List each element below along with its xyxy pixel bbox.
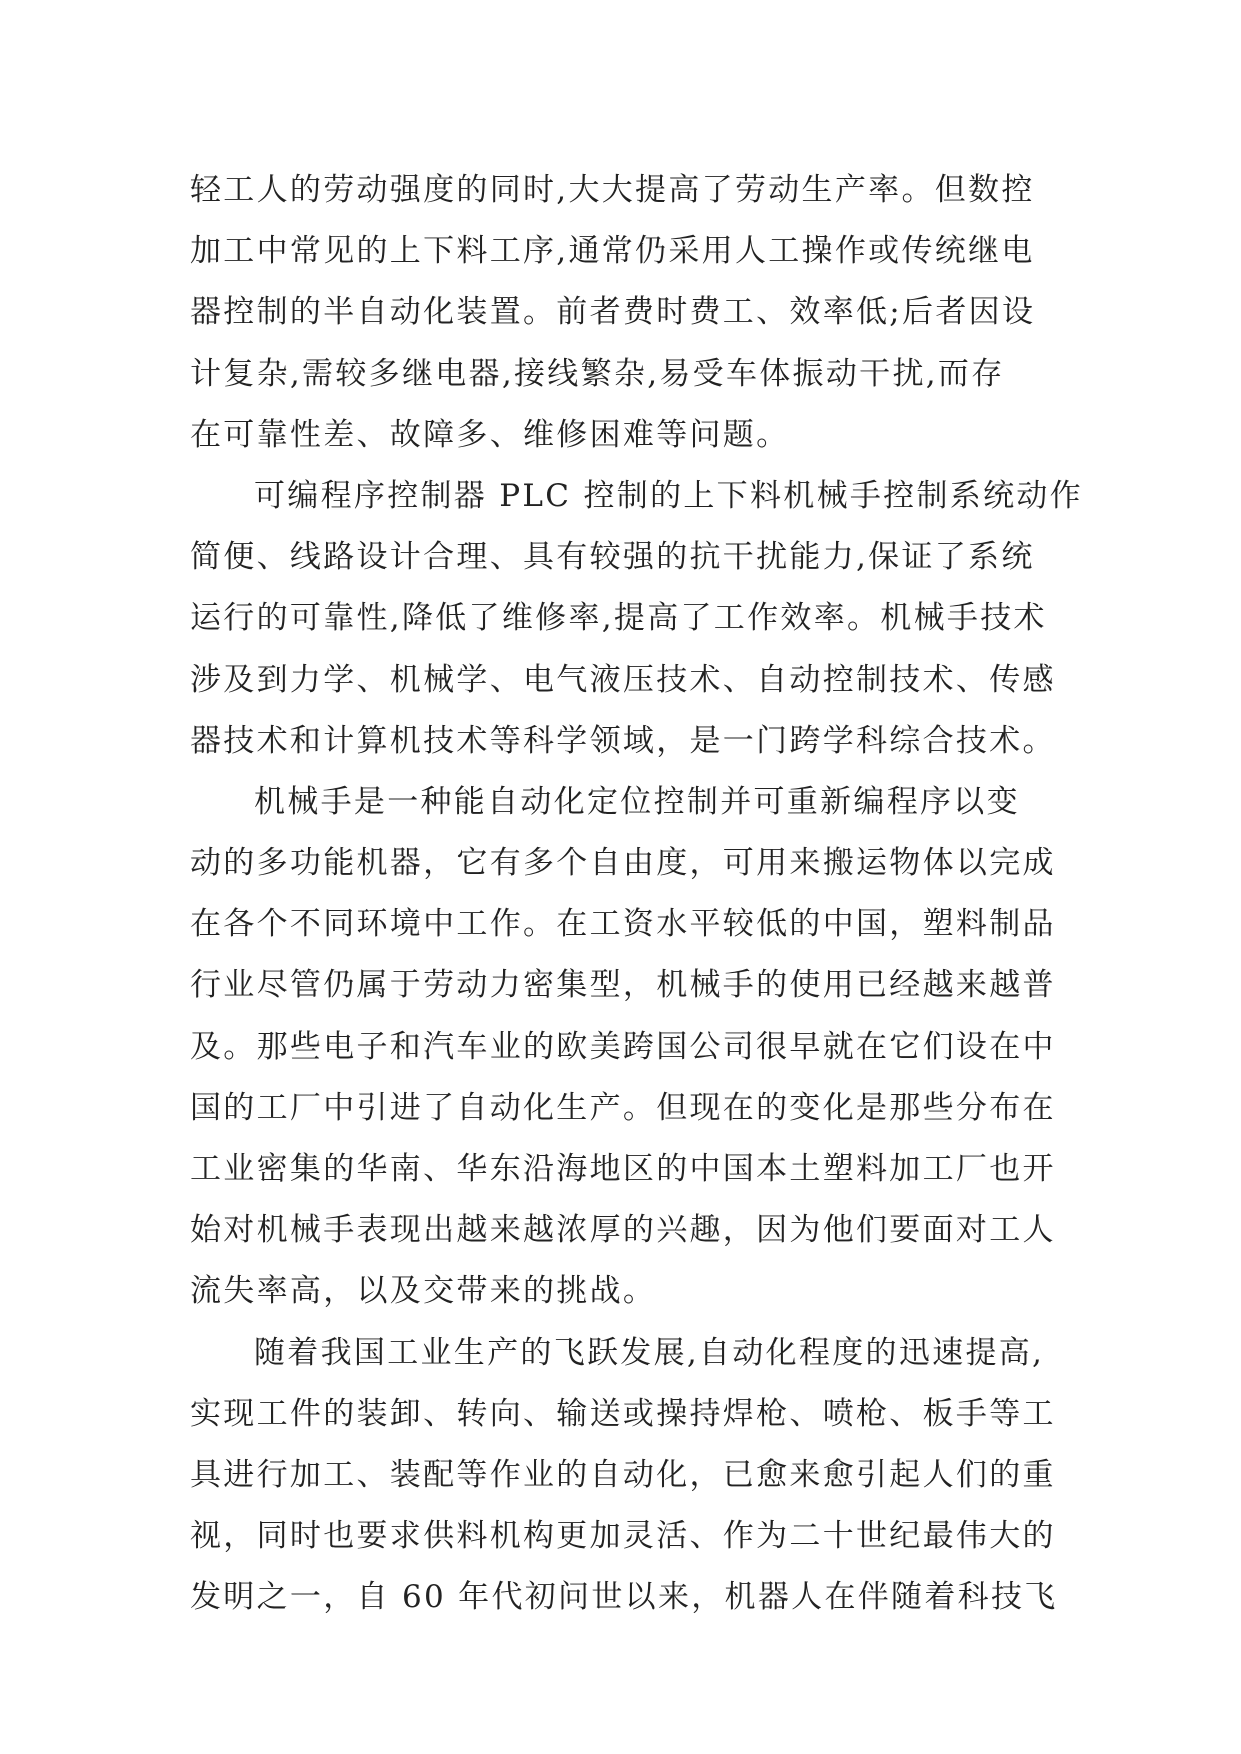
document-body bbox=[190, 160, 1083, 1629]
text-line: 计复杂,需较多继电器,接线繁杂,易受车体振动干扰,而存 bbox=[190, 355, 1005, 392]
text-line: 动的多功能机器，它有多个自由度，可用来搬运物体以完成 bbox=[190, 845, 1056, 882]
text-line: 发明之一，自 60 年代初问世以来，机器人在伴随着科技飞 bbox=[190, 1579, 1058, 1616]
text-line: 加工中常见的上下料工序,通常仍采用人工操作或传统继电 bbox=[190, 233, 1035, 270]
text-line: 具进行加工、装配等作业的自动化，已愈来愈引起人们的重 bbox=[190, 1456, 1056, 1493]
text-line: 轻工人的劳动强度的同时,大大提高了劳动生产率。但数控 bbox=[190, 172, 1035, 208]
text-line: 实现工件的装卸、转向、输送或操持焊枪、喷枪、板手等工 bbox=[190, 1395, 1056, 1432]
text-line: 器技术和计算机技术等科学领域，是一门跨学科综合技术。 bbox=[190, 722, 1056, 759]
text-line: 运行的可靠性,降低了维修率,提高了工作效率。机械手技术 bbox=[190, 600, 1047, 637]
text-line: 始对机械手表现出越来越浓厚的兴趣，因为他们要面对工人 bbox=[190, 1212, 1056, 1249]
text-line: 简便、线路设计合理、具有较强的抗干扰能力,保证了系统 bbox=[190, 539, 1035, 576]
text-line: 工业密集的华南、华东沿海地区的中国本土塑料加工厂也开 bbox=[190, 1151, 1056, 1187]
paragraph-first-line: 机械手是一种能自动化定位控制并可重新编程序以变 bbox=[254, 783, 1020, 820]
text-line: 国的工厂中引进了自动化生产。但现在的变化是那些分布在 bbox=[190, 1089, 1056, 1126]
text-line: 行业尽管仍属于劳动力密集型，机械手的使用已经越来越普 bbox=[190, 967, 1056, 1004]
text-line: 流失率高，以及交带来的挑战。 bbox=[190, 1273, 657, 1310]
text-line: 在各个不同环境中工作。在工资水平较低的中国，塑料制品 bbox=[190, 906, 1056, 943]
paragraph-first-line: 随着我国工业生产的飞跃发展,自动化程度的迅速提高, bbox=[254, 1334, 1045, 1371]
text-line: 视，同时也要求供料机构更加灵活、作为二十世纪最伟大的 bbox=[190, 1518, 1056, 1555]
text-line: 在可靠性差、故障多、维修困难等问题。 bbox=[190, 416, 790, 453]
text-line: 涉及到力学、机械学、电气液压技术、自动控制技术、传感 bbox=[190, 661, 1056, 698]
text-line: 器控制的半自动化装置。前者费时费工、效率低;后者因设 bbox=[190, 294, 1036, 331]
text-line: 及。那些电子和汽车业的欧美跨国公司很早就在它们设在中 bbox=[190, 1028, 1056, 1065]
paragraph-first-line: 可编程序控制器 PLC 控制的上下料机械手控制系统动作 bbox=[254, 477, 1083, 514]
